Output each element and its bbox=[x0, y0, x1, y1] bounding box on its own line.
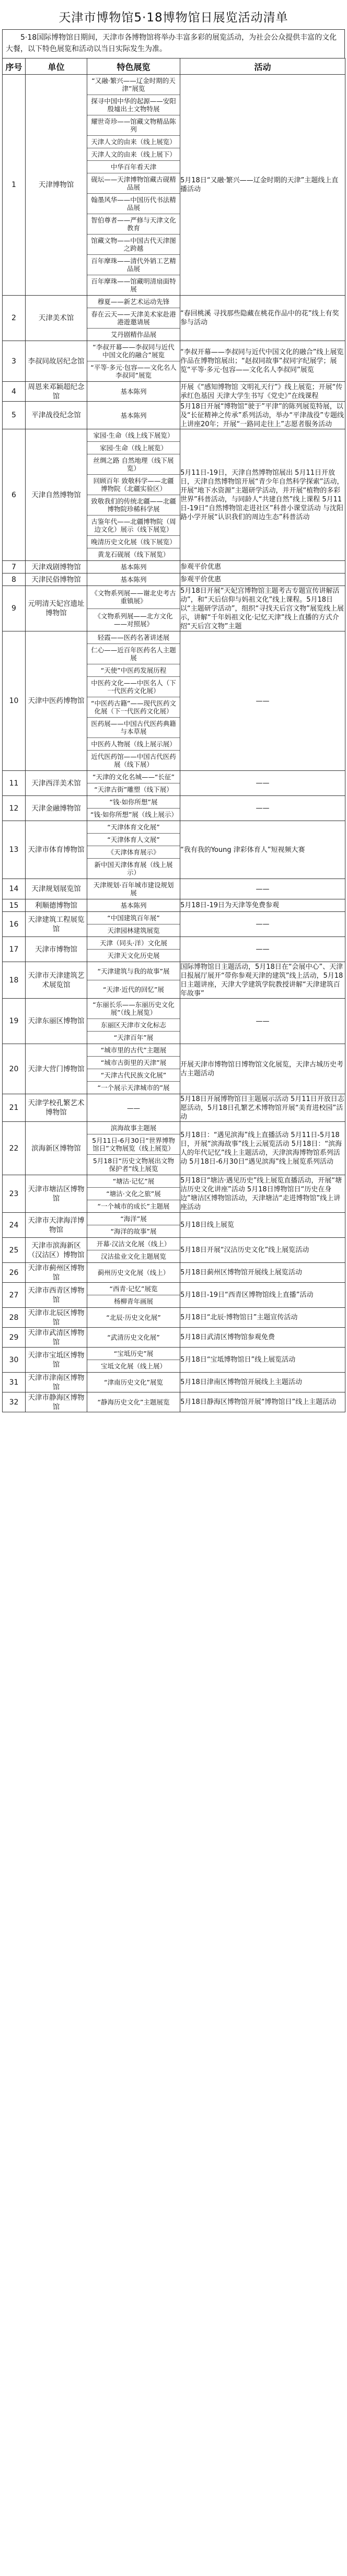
feature-item: 探寻中国中华的起源——安阳殷墟出土文物特展 bbox=[87, 95, 180, 115]
feature-item: “城市里的古代”主题展 bbox=[87, 1044, 180, 1057]
row-features bbox=[87, 402, 180, 429]
feature-item: “钱·如你所想”展 bbox=[87, 796, 180, 809]
row-features bbox=[87, 75, 180, 296]
row-number: 21 bbox=[3, 1094, 26, 1122]
feature-item: 基本陈列 bbox=[120, 901, 147, 909]
feature-item: 轻霞——医药名著讲述展 bbox=[87, 631, 180, 644]
feature-item: 5月11日-6月30日“世界博物馆日”文物展览（线上展览） bbox=[87, 1134, 180, 1155]
feature-item: “天津古代民族文化展” bbox=[87, 1069, 180, 1082]
row-features bbox=[87, 879, 180, 899]
table-body bbox=[3, 75, 345, 1412]
table-row bbox=[3, 937, 345, 962]
feature-item: “海洋”展 bbox=[87, 1213, 180, 1225]
feature-item: 宝坻文化展（线上展） bbox=[100, 1362, 166, 1370]
feature-item: 百年摩珠——馆藏明清扇面特展 bbox=[91, 277, 176, 293]
feature-item: 中医药人物展（线上展示展） bbox=[87, 738, 180, 751]
row-features bbox=[87, 573, 180, 586]
feature-item: “天津百年”展 bbox=[113, 1034, 154, 1041]
row-features bbox=[87, 771, 180, 796]
table-row bbox=[3, 1283, 345, 1308]
feature-item: 《文物系列展——谢北史考古重镇展》 bbox=[87, 586, 180, 609]
row-number: 27 bbox=[3, 1283, 26, 1308]
feature-item: “城市古街里的天津”展 bbox=[87, 1057, 180, 1069]
feature-item: “塘沽·文化之旅”展 bbox=[87, 1188, 180, 1200]
row-activity: 开展天津市博物馆日博物馆文化展览，天津古城历史考古主题活动 bbox=[180, 1044, 345, 1094]
row-number: 17 bbox=[3, 937, 26, 962]
feature-item: 中华百年看天津 bbox=[87, 161, 180, 173]
feature-item: “北辰·历史文化展” bbox=[106, 1314, 161, 1321]
feature-item: 基本陈列 bbox=[120, 576, 147, 583]
table-row bbox=[3, 879, 345, 899]
row-unit: 天津市津南区博物馆 bbox=[26, 1373, 87, 1392]
row-activity: 5月18日“塘沽·遇见历史”线上展览直播活动，开展“塘沽历史文化讲座”活动 5月18日博物馆日“历史在身边”塘沽区博物馆活动，天津塘沽“走进博物馆”线上讲座活动 bbox=[180, 1175, 345, 1213]
table-row bbox=[3, 586, 345, 631]
row-activity: “我有我的Young 津彩体育人”短视频大赛 bbox=[180, 821, 345, 879]
row-activity: 开展《“感知博物馆 文明礼天行”》线上展览；开展“传承红色基因 天津大学生书写《党史》”在线课程 bbox=[180, 382, 345, 402]
row-number: 32 bbox=[3, 1392, 26, 1412]
table-row bbox=[3, 912, 345, 937]
feature-item: 耀世奇珍——馆藏文物精品陈列 bbox=[87, 115, 180, 136]
table-row bbox=[3, 296, 345, 341]
table-row bbox=[3, 1213, 345, 1238]
table-row bbox=[3, 1175, 345, 1213]
row-unit: 利顺德博物馆 bbox=[26, 899, 87, 912]
row-number: 4 bbox=[3, 382, 26, 402]
row-unit: 天津大营门博物馆 bbox=[26, 1044, 87, 1094]
row-unit: 天津民俗博物馆 bbox=[26, 573, 87, 586]
feature-item: 天津园林建筑展览 bbox=[107, 927, 160, 934]
feature-item: “海洋的故事”展 bbox=[110, 1227, 157, 1235]
row-unit: 天津市蓟州区博物馆 bbox=[26, 1263, 87, 1283]
row-features bbox=[87, 999, 180, 1044]
row-features bbox=[87, 1044, 180, 1094]
row-features bbox=[87, 1328, 180, 1348]
feature-item: 古鉴年代——北疆博物院（周边文化）展示（线下展览） bbox=[87, 516, 180, 536]
feature-item: “一个城市的成长”主题展 bbox=[97, 1202, 170, 1210]
feature-item: 穆夏——新艺术运动先锋 bbox=[87, 296, 180, 308]
row-features bbox=[87, 821, 180, 879]
row-number: 8 bbox=[3, 573, 26, 586]
table-header-row bbox=[3, 58, 345, 75]
row-activity: 5月18日“宝坻博物馆日”线上展览活动 bbox=[180, 1348, 345, 1373]
feature-item: 中医药文化——中医名人（下一代医药文化展） bbox=[87, 677, 180, 697]
feature-item: “东丽长乐——东丽历史文化展”（线上展览） bbox=[87, 999, 180, 1019]
row-unit: 天津市西青区博物馆 bbox=[26, 1283, 87, 1308]
row-unit: 天津中医药博物馆 bbox=[26, 631, 87, 771]
row-unit: 天津戏剧博物馆 bbox=[26, 561, 87, 573]
feature-item: 5月18日“历史文物展出文物保护者”线上展览 bbox=[92, 1157, 175, 1173]
feature-item: 滨海故事主题展 bbox=[87, 1122, 180, 1134]
table-row bbox=[3, 382, 345, 402]
row-unit: 天津市塘沽区博物馆 bbox=[26, 1175, 87, 1213]
row-number: 30 bbox=[3, 1348, 26, 1373]
feature-item: 《天津体育展示》 bbox=[87, 846, 180, 859]
table-row bbox=[3, 1373, 345, 1392]
row-features bbox=[87, 429, 180, 561]
document bbox=[2, 3, 345, 1412]
row-activity: “李叔开幕——李叔同与近代中国文化的融合”线上展览作品在博物馆展出；“赵叔同故事”叔同字纪展学；展览“平等·多元·包容——文化名人李叔同”展览 bbox=[180, 341, 345, 382]
row-unit: 元明清天妃宫遗址博物馆 bbox=[26, 586, 87, 631]
row-activity: 5月18日线上展览 bbox=[180, 1213, 345, 1238]
feature-item: 杨柳青年画展 bbox=[113, 1297, 153, 1305]
row-number: 29 bbox=[3, 1328, 26, 1348]
row-number: 19 bbox=[3, 999, 26, 1044]
row-unit: 天津金融博物馆 bbox=[26, 796, 87, 821]
table-row bbox=[3, 1044, 345, 1094]
table-row bbox=[3, 1238, 345, 1263]
table-row bbox=[3, 1094, 345, 1122]
row-features bbox=[87, 1213, 180, 1238]
row-unit: 天津市天津海洋博物馆 bbox=[26, 1213, 87, 1238]
feature-item: “天津古街”雕塑（线下展） bbox=[94, 786, 173, 793]
feature-item: 砚坛——天津博物馆藏古砚精品展 bbox=[87, 173, 180, 194]
row-features bbox=[87, 1238, 180, 1263]
row-features bbox=[87, 962, 180, 999]
row-features bbox=[87, 1373, 180, 1392]
row-number: 20 bbox=[3, 1044, 26, 1094]
feature-item: 天津人文的由来（线上展览） bbox=[87, 136, 180, 148]
row-features bbox=[87, 341, 180, 382]
row-unit: 天津规划展览馆 bbox=[26, 879, 87, 899]
row-activity: 5月11日-19日，天津自然博物馆展出 5月11日开放日，天津自然博物馆开展“青少年自然科学探索”活动，开展“地下水资源”主题研学活动，并开展“植物的多彩世界”科普活动，与同龄人“共建自然”线上课程 5月11日-19日“自然博物馆走进社区”科普小课堂活动 与沈阳路小学开展“认识我们的周边生态”科普活动 bbox=[180, 429, 345, 561]
feature-item: 基本陈列 bbox=[120, 388, 147, 395]
row-features bbox=[87, 296, 180, 341]
feature-item: “静海历史文化”主题展览 bbox=[97, 1398, 170, 1406]
feature-item: 艾丹剧精作品展 bbox=[110, 331, 157, 338]
table-row bbox=[3, 1392, 345, 1412]
feature-item: “天使”中医药发展历程 bbox=[87, 664, 180, 677]
feature-item: 翰墨风华——中国历代书法精品展 bbox=[87, 194, 180, 214]
row-unit: 天津西洋美术馆 bbox=[26, 771, 87, 796]
table-row bbox=[3, 1263, 345, 1283]
row-number: 22 bbox=[3, 1122, 26, 1175]
feature-item: “中医药古籍”——现代医药文化展（下一代医药文化展） bbox=[87, 697, 180, 718]
row-activity: —— bbox=[180, 999, 345, 1044]
row-unit: 李叔同故居纪念馆 bbox=[26, 341, 87, 382]
feature-item: “李叔开幕——李叔同与近代中国文化的融合”展览 bbox=[87, 341, 180, 361]
row-number: 28 bbox=[3, 1308, 26, 1328]
row-activity: —— bbox=[180, 631, 345, 771]
feature-item: 基本陈列 bbox=[120, 411, 147, 419]
feature-item: 基本陈列 bbox=[120, 563, 147, 571]
row-features bbox=[87, 1094, 180, 1122]
feature-item: “塘沽·记忆”展 bbox=[87, 1175, 180, 1188]
feature-item: 新中国天津体育展（线上展示） bbox=[94, 861, 173, 876]
feature-item: 回顾百年 致敬科学——北疆博物院（北疆实验区） bbox=[87, 475, 180, 495]
row-unit: 天津美术馆 bbox=[26, 296, 87, 341]
row-activity: 5月18日开展“博物馆“驶于”平津”的陈列展览特展，以及“长征精神之传承”系列活动，举办“平津战役”专题线上讲座20年；开展“一路同走往上”志愿者服务活动 bbox=[180, 402, 345, 429]
table-row bbox=[3, 341, 345, 382]
table-row bbox=[3, 821, 345, 879]
row-features bbox=[87, 1308, 180, 1328]
row-number: 3 bbox=[3, 341, 26, 382]
feature-item: 春在云天——天津美术家赴港港遊邀请展 bbox=[87, 308, 180, 329]
row-activity: —— bbox=[180, 879, 345, 899]
row-unit: 滨海新区博物馆 bbox=[26, 1122, 87, 1175]
header-activity: 活动 bbox=[180, 58, 345, 75]
row-activity: 5月18日：“遇见滨海”线上直播活动 5月11日-5月18日，开展“滨海故事”线上云展览活动 5月18日：“滨海人的年代记忆”线上主题活动，天津滨海博物馆系列活动 5月18日-6月30日“遇见滨海”线上展览系列活动 bbox=[180, 1122, 345, 1175]
row-number: 2 bbox=[3, 296, 26, 341]
table-row bbox=[3, 999, 345, 1044]
row-activity: 参观平价优惠 bbox=[180, 561, 345, 573]
row-unit: 天津市静海区博物馆 bbox=[26, 1392, 87, 1412]
row-features bbox=[87, 937, 180, 962]
exhibition-table bbox=[2, 58, 345, 1412]
table-row bbox=[3, 771, 345, 796]
row-number: 11 bbox=[3, 771, 26, 796]
row-features bbox=[87, 631, 180, 771]
row-unit: 天津市博物馆 bbox=[26, 937, 87, 962]
row-number: 9 bbox=[3, 586, 26, 631]
row-activity: —— bbox=[180, 912, 345, 937]
header-no: 序号 bbox=[3, 58, 26, 75]
feature-item: “武清历史文化展” bbox=[107, 1333, 160, 1341]
row-activity: 国际博物馆日主题活动，5月18日在“会展中心”、天津日报展厅展开“带你参观天津的建筑”线上活动，5月18日主题讲座，天津大学建筑学院教授讲解“天津建筑百年故事” bbox=[180, 962, 345, 999]
table-row bbox=[3, 75, 345, 296]
row-number: 13 bbox=[3, 821, 26, 879]
row-features bbox=[87, 1122, 180, 1175]
row-unit: 周恩来邓颖超纪念馆 bbox=[26, 382, 87, 402]
feature-item: 开幕·汉沽文化展（线上） bbox=[87, 1238, 180, 1250]
document-title: 天津市博物馆5·18博物馆日展览活动清单 bbox=[59, 10, 288, 25]
row-number: 25 bbox=[3, 1238, 26, 1263]
row-number: 1 bbox=[3, 75, 26, 296]
feature-item: “一个展示天津城市的”展 bbox=[97, 1084, 170, 1092]
row-activity: 参观平价优惠 bbox=[180, 573, 345, 586]
row-features bbox=[87, 796, 180, 821]
feature-item: “天津·近代的回忆”展 bbox=[103, 985, 164, 993]
feature-item: “天津的文化名城——“长征” bbox=[87, 771, 180, 783]
row-unit: 天津市体育博物馆 bbox=[26, 821, 87, 879]
row-number: 10 bbox=[3, 631, 26, 771]
row-activity: 5月18日武清区博物馆参观免费 bbox=[180, 1328, 345, 1348]
feature-item: 仁心——近百年医药名人主题展 bbox=[87, 644, 180, 664]
feature-item: 家园·生命（线上线下展览） bbox=[87, 429, 180, 442]
row-unit: 天津博物馆 bbox=[26, 75, 87, 296]
header-unit: 单位 bbox=[26, 58, 87, 75]
row-features bbox=[87, 1283, 180, 1308]
row-features bbox=[87, 382, 180, 402]
row-features bbox=[87, 561, 180, 573]
row-activity: “春回桃溪 寻找那些隐藏在桃花作品中的花”线上有奖参与活动 bbox=[180, 296, 345, 341]
feature-item: 百年摩珠——清代外销工艺精品展 bbox=[87, 255, 180, 275]
row-unit: 天津市北辰区博物馆 bbox=[26, 1308, 87, 1328]
row-number: 31 bbox=[3, 1373, 26, 1392]
table-row bbox=[3, 962, 345, 999]
row-unit: 天津东丽区博物馆 bbox=[26, 999, 87, 1044]
row-activity: —— bbox=[180, 796, 345, 821]
row-features bbox=[87, 1392, 180, 1412]
row-number: 23 bbox=[3, 1175, 26, 1213]
row-activity: 5月18日蓟州区博物馆开展线上展览活动 bbox=[180, 1263, 345, 1283]
table-row bbox=[3, 796, 345, 821]
row-unit: 天津市滨海新区（汉沽区）博物馆 bbox=[26, 1238, 87, 1263]
feature-item: 天津规划·百年城市建设规划展 bbox=[93, 881, 174, 897]
row-activity: 5月18日静海区博物馆开展“博物馆日”线上主题活动 bbox=[180, 1392, 345, 1412]
row-features bbox=[87, 586, 180, 631]
feature-item: “天津体育人文展” bbox=[87, 834, 180, 846]
feature-item: “中国建筑百年展” bbox=[87, 912, 180, 924]
feature-item: “宝坻历史”展 bbox=[87, 1348, 180, 1360]
row-activity: 5月18日“北辰·博物馆日”主题宣传活动 bbox=[180, 1308, 345, 1328]
feature-item: 智伯尊者——严修与天津文化教育 bbox=[87, 214, 180, 235]
row-activity: 5月18日-19日为天津等免费参观 bbox=[180, 899, 345, 912]
row-features bbox=[87, 1263, 180, 1283]
row-number: 16 bbox=[3, 912, 26, 937]
feature-item: “西青·记忆”展览 bbox=[87, 1283, 180, 1295]
row-activity: 5月18日开展博物馆日主题展示活动 5月11日开放日志愿活动，5月18日孔繁艺术博物馆开展“美育进校园”活动 bbox=[180, 1095, 344, 1121]
row-number: 5 bbox=[3, 402, 26, 429]
feature-item: 东丽区天津市文化标志 bbox=[87, 1019, 180, 1032]
feature-item: 馆藏文物——中国古代天津图之跨越 bbox=[87, 235, 180, 255]
intro-paragraph: 5·18国际博物馆日期间，天津市各博物馆将举办丰富多彩的展览活动，为社会公众提供丰富的文化大餐，以下特色展览和活动以当日实际发生为准。 bbox=[2, 29, 345, 58]
row-unit: 天津市武清区博物馆 bbox=[26, 1328, 87, 1348]
row-number: 26 bbox=[3, 1263, 26, 1283]
table-row bbox=[3, 1122, 345, 1175]
feature-item: —— bbox=[127, 1104, 140, 1112]
row-number: 14 bbox=[3, 879, 26, 899]
row-features bbox=[87, 1175, 180, 1213]
row-unit: 天津建筑工程展览馆 bbox=[26, 912, 87, 937]
feature-item: 天津天文化历史展 bbox=[107, 952, 160, 959]
feature-item: 汉沽盐业文化主题展览 bbox=[100, 1252, 166, 1260]
feature-item: 天津人文的由来（线上展下） bbox=[87, 148, 180, 161]
row-unit: 天津学校孔繁艺术博物馆 bbox=[26, 1094, 87, 1122]
row-number: 18 bbox=[3, 962, 26, 999]
feature-item: 近代医药馆——中国古代医药展（线下展） bbox=[91, 753, 176, 768]
table-row bbox=[3, 1348, 345, 1373]
row-features bbox=[87, 1348, 180, 1373]
row-unit: 平津战役纪念馆 bbox=[26, 402, 87, 429]
row-number: 7 bbox=[3, 561, 26, 573]
row-number: 15 bbox=[3, 899, 26, 912]
table-row bbox=[3, 631, 345, 771]
row-features bbox=[87, 899, 180, 912]
feature-item: “津南历史文化”展览 bbox=[104, 1378, 163, 1386]
table-row bbox=[3, 899, 345, 912]
table-row bbox=[3, 402, 345, 429]
row-activity: —— bbox=[180, 771, 345, 796]
feature-item: “平等·多元·包容——文化名人李叔同”展览 bbox=[90, 364, 177, 379]
feature-item: 天津（同头·洋）文化展 bbox=[87, 937, 180, 950]
row-activity: 5月18日“又融·繁兴——辽金时期的天津”主题线上直播活动 bbox=[180, 75, 345, 296]
table-row bbox=[3, 1308, 345, 1328]
table-row bbox=[3, 429, 345, 561]
table-row bbox=[3, 573, 345, 586]
row-activity: 5月18日-19日“西青区博物馆线上直播”活动 bbox=[180, 1283, 345, 1308]
feature-item: “钱·如你所想”展（线上展示） bbox=[90, 811, 178, 818]
feature-item: 丝绸之路 自然地理（线下展览） bbox=[87, 454, 180, 475]
header-features: 特色展览 bbox=[87, 58, 180, 75]
row-activity: 5月18日津南区博物馆开展线上主题活动 bbox=[180, 1373, 345, 1392]
row-activity: 5月18日开展“天妃宫博物馆主题考古专题宣传讲解活动”，和“天后信仰与妈祖文化”线上课程。5月18日以“主题研学活动”，组织“寻找天后宫文物”展览线上展示，讲解“千年妈祖文化·记忆天津”线上直播的方式介绍“天后宫文物”主题 bbox=[180, 586, 345, 631]
table-row bbox=[3, 1328, 345, 1348]
feature-item: 《文物系列展——北方文化——对照展》 bbox=[94, 612, 173, 628]
row-number: 12 bbox=[3, 796, 26, 821]
feature-item: 医药展——中国古代医药典籍与本草展 bbox=[87, 718, 180, 738]
row-number: 24 bbox=[3, 1213, 26, 1238]
feature-item: 蓟州历史文化展（线上） bbox=[97, 1269, 170, 1277]
row-features bbox=[87, 912, 180, 937]
table-row bbox=[3, 561, 345, 573]
feature-item: 致敬我们的传统北疆——北疆博物院珍稀科学展 bbox=[87, 495, 180, 516]
row-activity: —— bbox=[180, 937, 345, 962]
row-unit: 天津市天津建筑艺术展览馆 bbox=[26, 962, 87, 999]
feature-item: 家园·生命（线上展览） bbox=[87, 442, 180, 454]
row-number: 6 bbox=[3, 429, 26, 561]
feature-item: “天津体育文化展” bbox=[87, 821, 180, 834]
row-activity: 5月18日开展“汉沽历史文化”线上展览活动 bbox=[180, 1238, 345, 1263]
feature-item: 晚清历史文化展（线下展览） bbox=[87, 536, 180, 548]
row-unit: 天津自然博物馆 bbox=[26, 429, 87, 561]
feature-item: “又融·繁兴——辽金时期的天津”展览 bbox=[87, 75, 180, 95]
row-unit: 天津市宝坻区博物馆 bbox=[26, 1348, 87, 1373]
feature-item: 黄龙石砚展（线下展览） bbox=[97, 551, 170, 558]
feature-item: “天津建筑与我的故事”展 bbox=[87, 962, 180, 980]
